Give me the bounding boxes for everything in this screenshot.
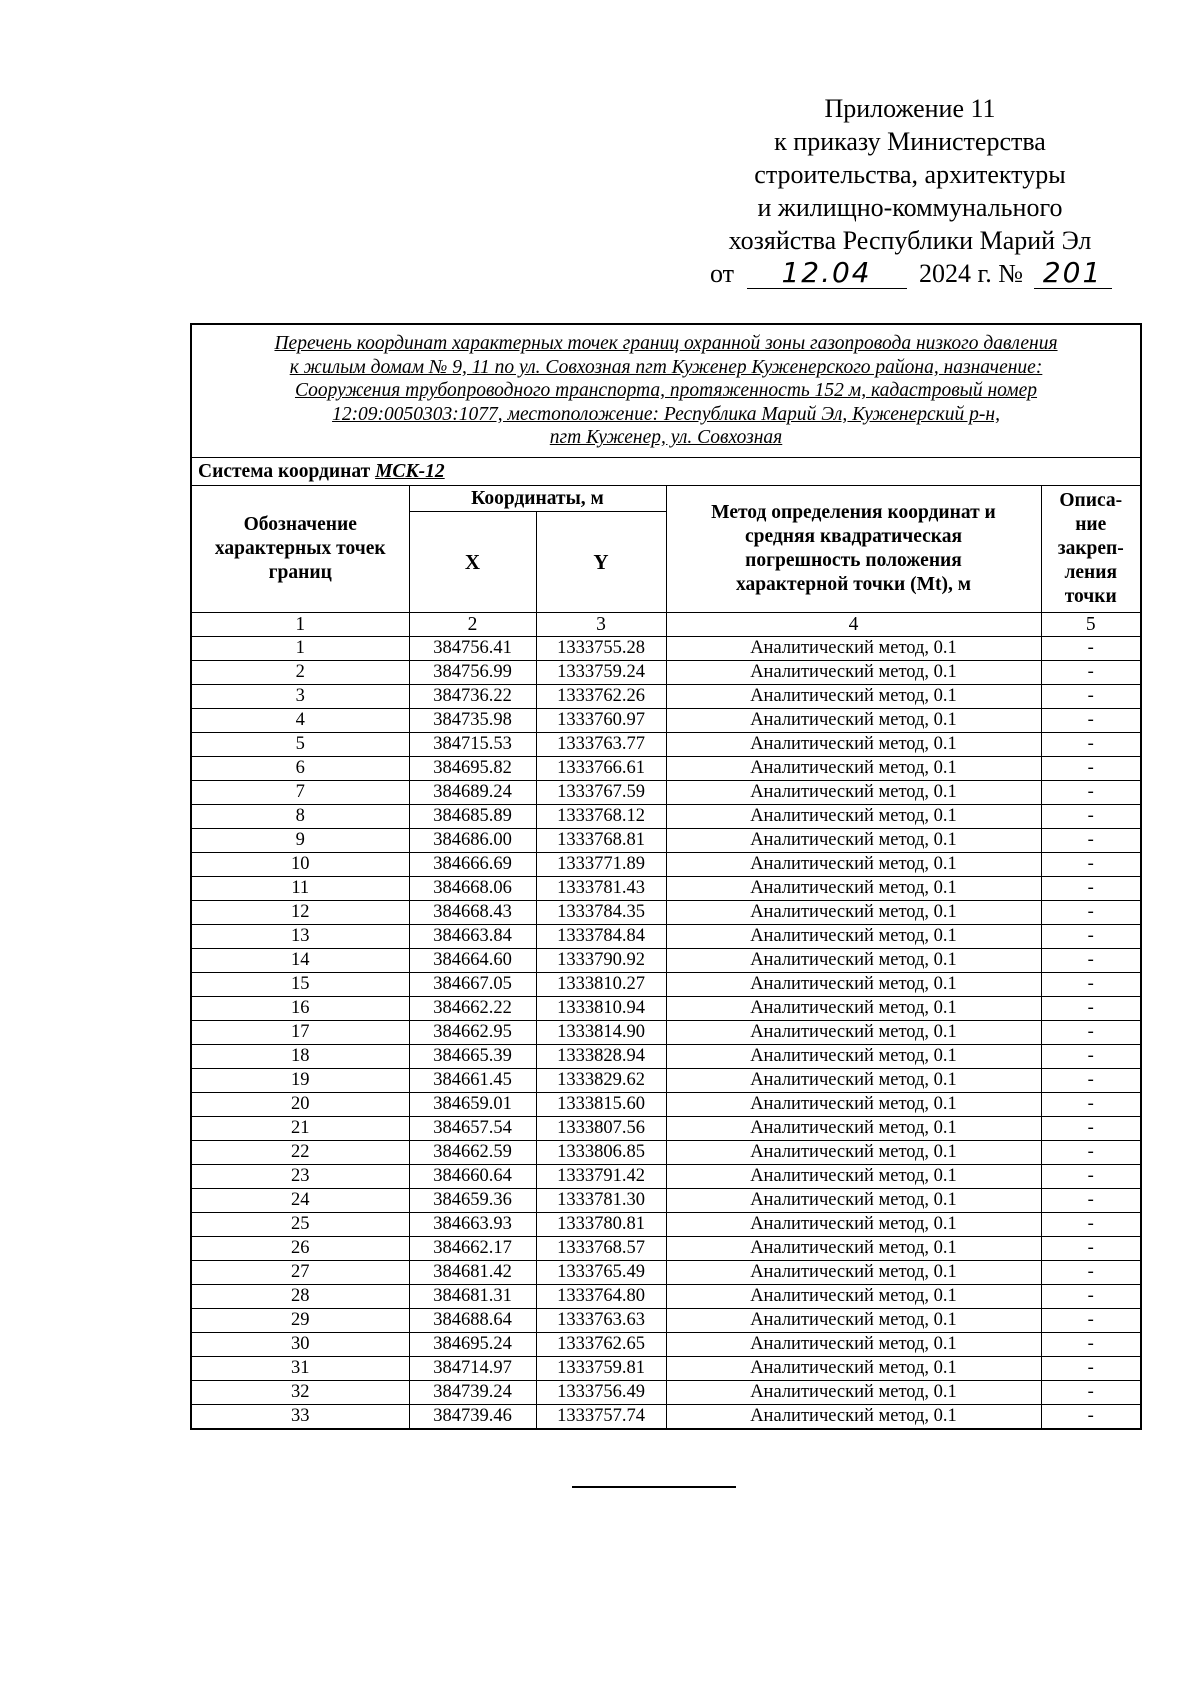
y-coordinate: 1333781.30 [536,1189,666,1213]
y-coordinate: 1333767.59 [536,781,666,805]
y-coordinate: 1333756.49 [536,1381,666,1405]
x-coordinate: 384663.93 [409,1213,536,1237]
y-coordinate: 1333784.35 [536,901,666,925]
description-cell: - [1041,1285,1141,1309]
x-coordinate: 384756.41 [409,637,536,661]
description-cell: - [1041,997,1141,1021]
table-row [191,733,1141,757]
point-number: 12 [191,901,409,925]
description-cell: - [1041,853,1141,877]
point-number: 31 [191,1357,409,1381]
description-cell: - [1041,1165,1141,1189]
point-number: 25 [191,1213,409,1237]
x-coordinate: 384681.31 [409,1285,536,1309]
column-number: 5 [1041,613,1141,637]
method-cell: Аналитический метод, 0.1 [666,925,1041,949]
point-number: 2 [191,661,409,685]
column-number: 4 [666,613,1041,637]
coordinate-system [191,458,1141,486]
point-number: 13 [191,925,409,949]
table-row [191,1189,1141,1213]
x-coordinate: 384662.17 [409,1237,536,1261]
x-coordinate: 384695.82 [409,757,536,781]
table-row [191,637,1141,661]
description-cell: - [1041,637,1141,661]
point-number: 20 [191,1093,409,1117]
point-number: 28 [191,1285,409,1309]
coordinate-system-label: Система координат [198,460,371,482]
description-cell: - [1041,685,1141,709]
description-cell: - [1041,1141,1141,1165]
description-cell: - [1041,661,1141,685]
method-cell: Аналитический метод, 0.1 [666,949,1041,973]
x-coordinate: 384714.97 [409,1357,536,1381]
table-row [191,1069,1141,1093]
x-coordinate: 384695.24 [409,1333,536,1357]
x-coordinate: 384736.22 [409,685,536,709]
method-cell: Аналитический метод, 0.1 [666,1117,1041,1141]
point-number: 18 [191,1045,409,1069]
description-cell: - [1041,1333,1141,1357]
table-row [191,877,1141,901]
table-body [191,637,1141,1430]
table-row [191,805,1141,829]
description-cell: - [1041,949,1141,973]
table-row [191,829,1141,853]
column-numbers-row [191,613,1141,637]
point-number: 30 [191,1333,409,1357]
method-cell: Аналитический метод, 0.1 [666,1165,1041,1189]
method-cell: Аналитический метод, 0.1 [666,1261,1041,1285]
y-coordinate: 1333766.61 [536,757,666,781]
x-coordinate: 384756.99 [409,661,536,685]
title-line: к жилым домам № 9, 11 по ул. Совхозная пгт Куженер Куженерского района, назначение: [289,356,1043,378]
header-method: Метод определения координат и средняя квадратическая погрешность положения характерной точки (Mt), м [666,486,1041,613]
method-cell: Аналитический метод, 0.1 [666,1405,1041,1430]
method-cell: Аналитический метод, 0.1 [666,853,1041,877]
x-coordinate: 384667.05 [409,973,536,997]
point-number: 10 [191,853,409,877]
header-line: и жилищно-коммунального [757,193,1063,222]
method-cell: Аналитический метод, 0.1 [666,661,1041,685]
method-cell: Аналитический метод, 0.1 [666,1213,1041,1237]
header-x: X [409,512,536,613]
header-coordinates: Координаты, м [409,486,666,512]
x-coordinate: 384668.43 [409,901,536,925]
x-coordinate: 384662.95 [409,1021,536,1045]
x-coordinate: 384715.53 [409,733,536,757]
description-cell: - [1041,805,1141,829]
description-cell: - [1041,709,1141,733]
table-row [191,901,1141,925]
table-row [191,949,1141,973]
x-coordinate: 384661.45 [409,1069,536,1093]
description-cell: - [1041,1189,1141,1213]
table-row [191,1405,1141,1430]
point-number: 14 [191,949,409,973]
method-cell: Аналитический метод, 0.1 [666,973,1041,997]
y-coordinate: 1333765.49 [536,1261,666,1285]
method-cell: Аналитический метод, 0.1 [666,1021,1041,1045]
table-row [191,997,1141,1021]
table-row [191,1213,1141,1237]
y-coordinate: 1333829.62 [536,1069,666,1093]
y-coordinate: 1333781.43 [536,877,666,901]
x-coordinate: 384663.84 [409,925,536,949]
point-number: 33 [191,1405,409,1430]
table-row [191,1285,1141,1309]
y-coordinate: 1333757.74 [536,1405,666,1430]
y-coordinate: 1333760.97 [536,709,666,733]
x-coordinate: 384665.39 [409,1045,536,1069]
title-line: пгт Куженер, ул. Совхозная [549,427,783,449]
column-number: 3 [536,613,666,637]
table-row [191,925,1141,949]
x-coordinate: 384664.60 [409,949,536,973]
y-coordinate: 1333762.65 [536,1333,666,1357]
description-cell: - [1041,1093,1141,1117]
table-row [191,973,1141,997]
point-number: 26 [191,1237,409,1261]
method-cell: Аналитический метод, 0.1 [666,1141,1041,1165]
description-cell: - [1041,1213,1141,1237]
table-row [191,1165,1141,1189]
y-coordinate: 1333763.77 [536,733,666,757]
description-cell: - [1041,925,1141,949]
point-number: 17 [191,1021,409,1045]
x-coordinate: 384662.59 [409,1141,536,1165]
table-row [191,853,1141,877]
x-coordinate: 384739.46 [409,1405,536,1430]
y-coordinate: 1333768.81 [536,829,666,853]
method-cell: Аналитический метод, 0.1 [666,1333,1041,1357]
x-coordinate: 384659.36 [409,1189,536,1213]
table-row [191,709,1141,733]
y-coordinate: 1333815.60 [536,1093,666,1117]
y-coordinate: 1333814.90 [536,1021,666,1045]
table-row [191,1045,1141,1069]
coordinate-system-value: МСК-12 [375,460,445,482]
point-number: 9 [191,829,409,853]
handwritten-date: 12.04 [747,258,907,289]
point-number: 1 [191,637,409,661]
table-row [191,1357,1141,1381]
x-coordinate: 384662.22 [409,997,536,1021]
y-coordinate: 1333790.92 [536,949,666,973]
point-number: 24 [191,1189,409,1213]
header-y: Y [536,512,666,613]
table-row [191,1333,1141,1357]
y-coordinate: 1333828.94 [536,1045,666,1069]
method-cell: Аналитический метод, 0.1 [666,1069,1041,1093]
x-coordinate: 384666.69 [409,853,536,877]
table-row [191,661,1141,685]
description-cell: - [1041,1069,1141,1093]
method-cell: Аналитический метод, 0.1 [666,781,1041,805]
table-row [191,757,1141,781]
description-cell: - [1041,757,1141,781]
title-line: Сооружения трубопроводного транспорта, протяженность 152 м, кадастровый номер [294,380,1038,402]
date-prefix: от [710,259,735,288]
order-date-line [700,257,1120,290]
table-row [191,1021,1141,1045]
point-number: 6 [191,757,409,781]
y-coordinate: 1333759.81 [536,1357,666,1381]
table-row [191,685,1141,709]
coordinates-table [190,323,1142,1430]
description-cell: - [1041,1381,1141,1405]
header-point-designation: Обозначение характерных точек границ [191,486,409,613]
method-cell: Аналитический метод, 0.1 [666,1189,1041,1213]
description-cell: - [1041,829,1141,853]
x-coordinate: 384688.64 [409,1309,536,1333]
description-cell: - [1041,1237,1141,1261]
table-row [191,1261,1141,1285]
y-coordinate: 1333768.12 [536,805,666,829]
table-row [191,1093,1141,1117]
method-cell: Аналитический метод, 0.1 [666,637,1041,661]
method-cell: Аналитический метод, 0.1 [666,877,1041,901]
point-number: 15 [191,973,409,997]
method-cell: Аналитический метод, 0.1 [666,1045,1041,1069]
y-coordinate: 1333768.57 [536,1237,666,1261]
description-cell: - [1041,1117,1141,1141]
y-coordinate: 1333755.28 [536,637,666,661]
point-number: 21 [191,1117,409,1141]
y-coordinate: 1333806.85 [536,1141,666,1165]
method-cell: Аналитический метод, 0.1 [666,997,1041,1021]
x-coordinate: 384686.00 [409,829,536,853]
method-cell: Аналитический метод, 0.1 [666,1093,1041,1117]
table-row [191,1237,1141,1261]
description-cell: - [1041,901,1141,925]
table-row [191,781,1141,805]
y-coordinate: 1333807.56 [536,1117,666,1141]
x-coordinate: 384660.64 [409,1165,536,1189]
y-coordinate: 1333759.24 [536,661,666,685]
method-cell: Аналитический метод, 0.1 [666,1381,1041,1405]
method-cell: Аналитический метод, 0.1 [666,685,1041,709]
header-line: к приказу Министерства [774,127,1046,156]
description-cell: - [1041,733,1141,757]
description-cell: - [1041,1309,1141,1333]
method-cell: Аналитический метод, 0.1 [666,757,1041,781]
method-cell: Аналитический метод, 0.1 [666,1237,1041,1261]
y-coordinate: 1333780.81 [536,1213,666,1237]
method-cell: Аналитический метод, 0.1 [666,805,1041,829]
point-number: 5 [191,733,409,757]
table-title [191,324,1141,458]
description-cell: - [1041,877,1141,901]
description-cell: - [1041,1357,1141,1381]
y-coordinate: 1333762.26 [536,685,666,709]
column-number: 1 [191,613,409,637]
point-number: 11 [191,877,409,901]
y-coordinate: 1333810.27 [536,973,666,997]
y-coordinate: 1333771.89 [536,853,666,877]
point-number: 32 [191,1381,409,1405]
table-row [191,1381,1141,1405]
title-line: 12:09:0050303:1077, местоположение: Республика Марий Эл, Куженерский р-н, [332,403,1000,425]
x-coordinate: 384657.54 [409,1117,536,1141]
y-coordinate: 1333810.94 [536,997,666,1021]
table-row [191,1141,1141,1165]
point-number: 22 [191,1141,409,1165]
end-separator-line [572,1486,736,1488]
header-line: строительства, архитектуры [754,160,1066,189]
point-number: 23 [191,1165,409,1189]
table-row [191,1117,1141,1141]
description-cell: - [1041,1045,1141,1069]
point-number: 4 [191,709,409,733]
y-coordinate: 1333764.80 [536,1285,666,1309]
y-coordinate: 1333791.42 [536,1165,666,1189]
description-cell: - [1041,1405,1141,1430]
description-cell: - [1041,1261,1141,1285]
method-cell: Аналитический метод, 0.1 [666,1357,1041,1381]
point-number: 3 [191,685,409,709]
y-coordinate: 1333784.84 [536,925,666,949]
description-cell: - [1041,781,1141,805]
header-line: хозяйства Республики Марий Эл [728,226,1092,255]
description-cell: - [1041,1021,1141,1045]
title-line: Перечень координат характерных точек границ охранной зоны газопровода низкого давления [274,333,1058,355]
point-number: 19 [191,1069,409,1093]
point-number: 16 [191,997,409,1021]
column-number: 2 [409,613,536,637]
x-coordinate: 384681.42 [409,1261,536,1285]
table-row [191,1309,1141,1333]
header-description: Описа- ние закреп- ления точки [1041,486,1141,613]
point-number: 29 [191,1309,409,1333]
y-coordinate: 1333763.63 [536,1309,666,1333]
x-coordinate: 384685.89 [409,805,536,829]
method-cell: Аналитический метод, 0.1 [666,829,1041,853]
x-coordinate: 384739.24 [409,1381,536,1405]
method-cell: Аналитический метод, 0.1 [666,709,1041,733]
x-coordinate: 384735.98 [409,709,536,733]
method-cell: Аналитический метод, 0.1 [666,1285,1041,1309]
method-cell: Аналитический метод, 0.1 [666,1309,1041,1333]
point-number: 7 [191,781,409,805]
x-coordinate: 384659.01 [409,1093,536,1117]
method-cell: Аналитический метод, 0.1 [666,901,1041,925]
x-coordinate: 384668.06 [409,877,536,901]
appendix-header [700,92,1120,290]
appendix-title: Приложение 11 [824,94,996,123]
point-number: 27 [191,1261,409,1285]
year-number-label: 2024 г. № [919,259,1024,288]
handwritten-order-number: 201 [1034,258,1112,289]
point-number: 8 [191,805,409,829]
method-cell: Аналитический метод, 0.1 [666,733,1041,757]
x-coordinate: 384689.24 [409,781,536,805]
description-cell: - [1041,973,1141,997]
